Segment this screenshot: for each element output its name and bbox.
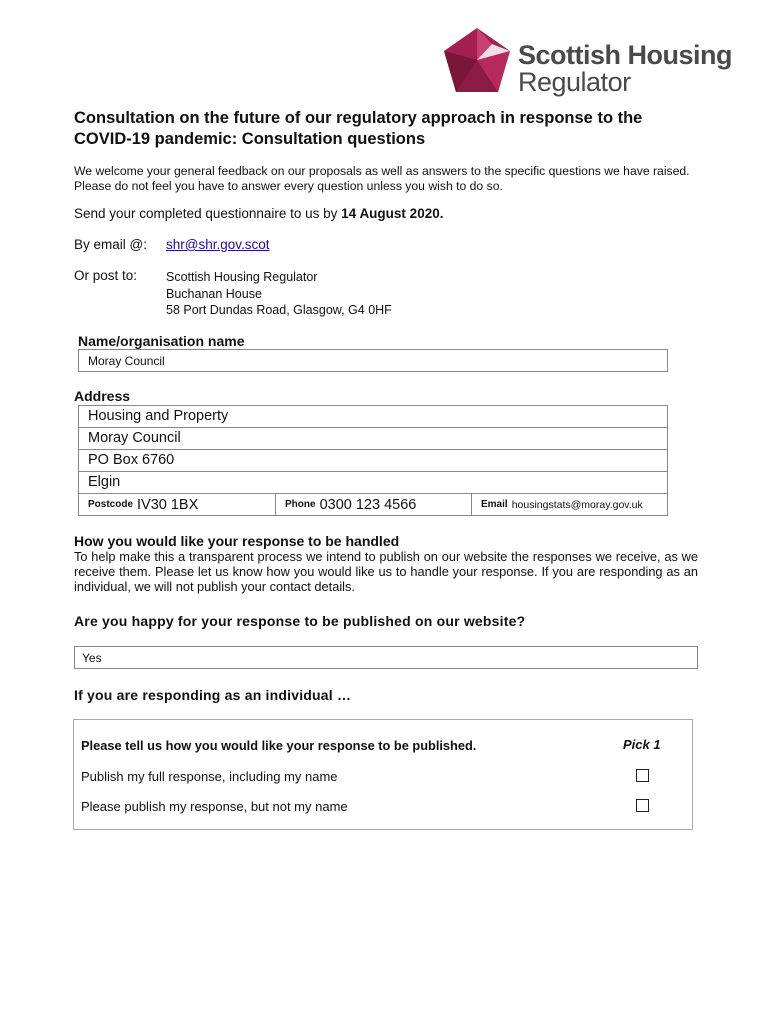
deadline-date: 14 August 2020. (341, 206, 444, 221)
contact-email-value: housingstats@moray.gov.uk (511, 498, 643, 511)
address-line-field[interactable]: Elgin (78, 471, 668, 494)
publish-preference-table (73, 719, 693, 830)
publish-answer-field[interactable]: Yes (74, 646, 698, 669)
shr-email-link[interactable]: shr@shr.gov.scot (166, 237, 270, 252)
address-line-field[interactable]: Moray Council (78, 427, 668, 450)
contact-email-label: Email (481, 499, 508, 510)
address-heading: Address (74, 388, 131, 404)
individual-heading: If you are responding as an individual … (74, 687, 352, 703)
phone-label: Phone (285, 499, 316, 510)
contact-details-row (78, 493, 668, 516)
logo-text-line2: Regulator (518, 67, 631, 97)
contact-email-field[interactable] (472, 494, 667, 515)
post-label: Or post to: (74, 268, 138, 283)
publish-preference-question: Please tell us how you would like your response to be published. (81, 738, 477, 753)
send-by-text (74, 206, 443, 221)
send-prefix: Send your completed questionnaire to us by (74, 206, 342, 221)
address-line-field[interactable]: PO Box 6760 (78, 449, 668, 472)
handling-heading: How you would like your response to be handled (74, 533, 400, 549)
phone-field[interactable] (276, 494, 472, 515)
postal-line: Buchanan House (166, 286, 262, 301)
option-full-response-label: Publish my full response, including my name (81, 769, 338, 784)
postcode-label: Postcode (88, 499, 134, 510)
postal-line: Scottish Housing Regulator (166, 270, 318, 284)
postal-address (166, 269, 392, 319)
postcode-field[interactable] (79, 494, 276, 515)
handling-text: To help make this a transparent process we intend to publish on our website the responses we receive, as we receive them. Please let us know how you would like us to handle your response. If you are responding as an individual, we will not publish your contact details. (74, 549, 698, 594)
publish-question: Are you happy for your response to be published on our website? (74, 613, 526, 629)
option-full-response-checkbox[interactable] (636, 769, 649, 782)
option-anonymous-label: Please publish my response, but not my name (81, 799, 348, 814)
logo-text-line1: Scottish Housing (518, 40, 732, 70)
name-heading: Name/organisation name (78, 333, 245, 349)
option-anonymous-checkbox[interactable] (636, 799, 649, 812)
postal-line: 58 Port Dundas Road, Glasgow, G4 0HF (166, 303, 392, 317)
email-label: By email @: (74, 237, 147, 252)
name-field[interactable]: Moray Council (78, 349, 668, 372)
phone-value: 0300 123 4566 (319, 496, 417, 513)
pentagon-logo-icon (442, 26, 512, 94)
address-line-field[interactable]: Housing and Property (78, 405, 668, 428)
pick-one-label: Pick 1 (623, 737, 661, 752)
intro-text: We welcome your general feedback on our proposals as well as answers to the specific questions we have raised. Please do not feel you have to answer every question unless you wish to do so. (74, 164, 690, 193)
page-title: Consultation on the future of our regulatory approach in response to the COVID-19 pandemic: Consultation questions (74, 109, 643, 148)
scottish-housing-regulator-logo (442, 26, 732, 98)
postcode-value: IV30 1BX (137, 496, 199, 513)
